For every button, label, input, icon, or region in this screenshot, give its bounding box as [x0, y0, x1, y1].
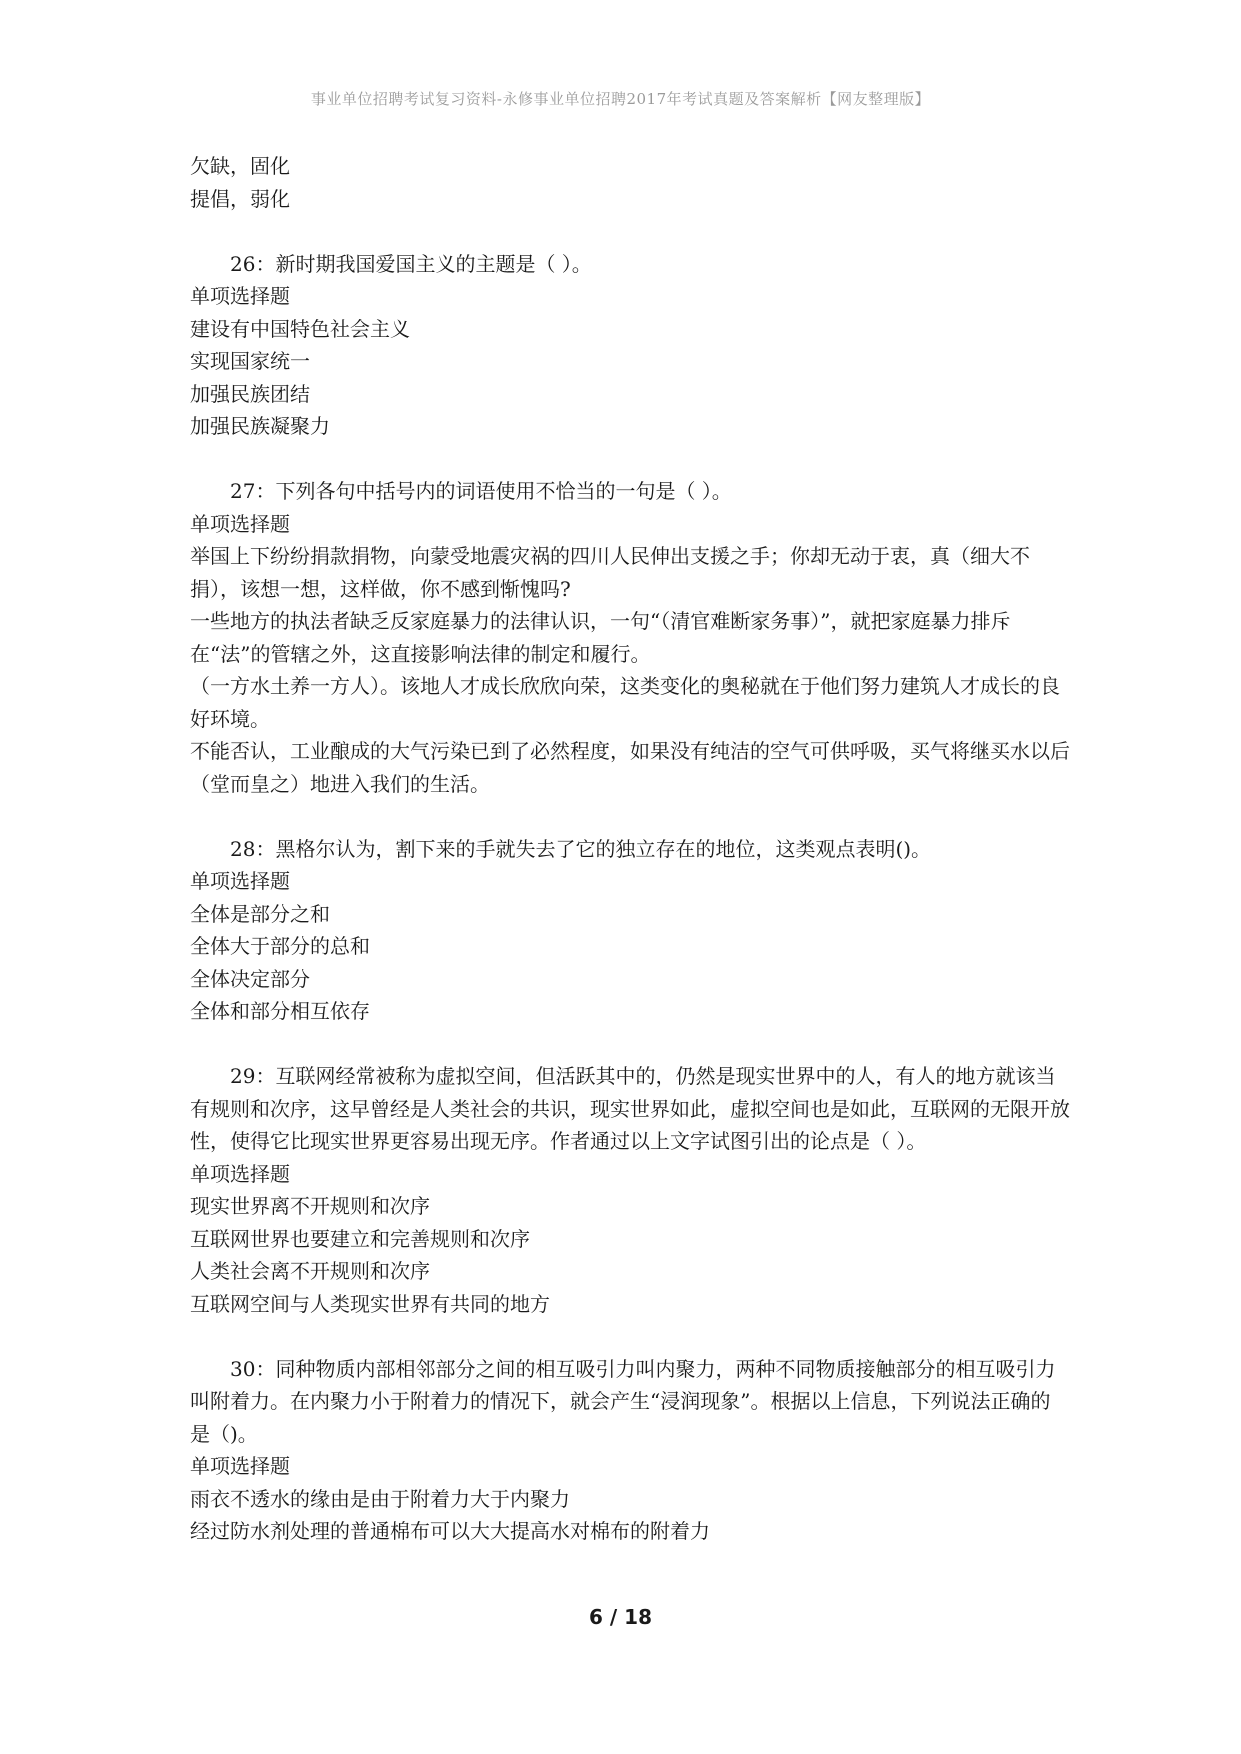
option-item: 全体决定部分	[190, 966, 310, 991]
question-stem: 27：下列各句中括号内的词语使用不恰当的一句是（ ）。	[230, 479, 732, 503]
option-item: 互联网世界也要建立和完善规则和次序	[190, 1226, 530, 1251]
option-item: 举国上下纷纷捐款捐物，向蒙受地震灾祸的四川人民伸出支援之手；你却无动于衷，真（细大不捐），该想一想，这样做，你不感到惭愧吗?	[190, 544, 1030, 601]
question-26	[190, 248, 1070, 443]
question-stem: 26：新时期我国爱国主义的主题是（ ）。	[230, 251, 592, 276]
question-30	[190, 1353, 1070, 1548]
question-stem: 30：同种物质内部相邻部分之间的相互吸引力叫内聚力，两种不同物质接触部分的相互吸引力叫附着力。在内聚力小于附着力的情况下，就会产生“浸润现象”。根据以上信息，下列说法正确的是（)。	[190, 1356, 1056, 1446]
option-item: 欠缺，固化	[190, 154, 290, 178]
option-item: 人类社会离不开规则和次序	[190, 1259, 430, 1283]
question-type: 单项选择题	[190, 1161, 290, 1186]
question-type: 单项选择题	[190, 1454, 290, 1478]
option-item: 全体大于部分的总和	[190, 934, 370, 958]
page-header: 事业单位招聘考试复习资料-永修事业单位招聘2017年考试真题及答案解析【网友整理版】	[310, 90, 931, 108]
question-28	[190, 833, 1070, 1028]
option-item: （一方水土养一方人）。该地人才成长欣欣向荣，这类变化的奥秘就在于他们努力建筑人才成长的良好环境。	[190, 674, 1060, 731]
option-item: 互联网空间与人类现实世界有共同的地方	[190, 1291, 550, 1316]
option-item: 全体是部分之和	[190, 901, 330, 926]
option-item: 实现国家统一	[190, 349, 310, 373]
question-stem: 28：黑格尔认为，割下来的手就失去了它的独立存在的地位，这类观点表明()。	[230, 836, 932, 861]
option-item: 提倡，弱化	[190, 186, 290, 211]
option-item: 经过防水剂处理的普通棉布可以大大提高水对棉布的附着力	[190, 1519, 710, 1543]
question-type: 单项选择题	[190, 869, 290, 893]
question-stem: 29：互联网经常被称为虚拟空间，但活跃其中的，仍然是现实世界中的人，有人的地方就该当有规则和次序，这早曾经是人类社会的共识，现实世界如此，虚拟空间也是如此，互联网的无限开放性，使得它比现实世界更容易出现无序。作者通过以上文字试图引出的论点是（ ）。	[190, 1064, 1070, 1153]
option-item: 不能否认，工业酿成的大气污染已到了必然程度，如果没有纯洁的空气可供呼吸，买气将继买水以后（堂而皇之）地进入我们的生活。	[190, 739, 1070, 796]
option-item: 一些地方的执法者缺乏反家庭暴力的法律认识，一句“（清官难断家务事）”，就把家庭暴力排斥在“法”的管辖之外，这直接影响法律的制定和履行。	[190, 609, 1011, 666]
option-item: 现实世界离不开规则和次序	[190, 1194, 430, 1218]
question-27	[190, 475, 1070, 800]
option-item: 建设有中国特色社会主义	[190, 316, 410, 341]
question-type: 单项选择题	[190, 511, 290, 536]
option-item: 雨衣不透水的缘由是由于附着力大于内聚力	[190, 1486, 570, 1511]
option-item: 加强民族凝聚力	[190, 414, 330, 438]
option-item: 加强民族团结	[190, 381, 310, 406]
question-type: 单项选择题	[190, 284, 290, 308]
page-number: 6 / 18	[589, 1605, 652, 1629]
option-item: 全体和部分相互依存	[190, 999, 370, 1023]
document-body	[190, 150, 1070, 1548]
question-29	[190, 1060, 1070, 1320]
